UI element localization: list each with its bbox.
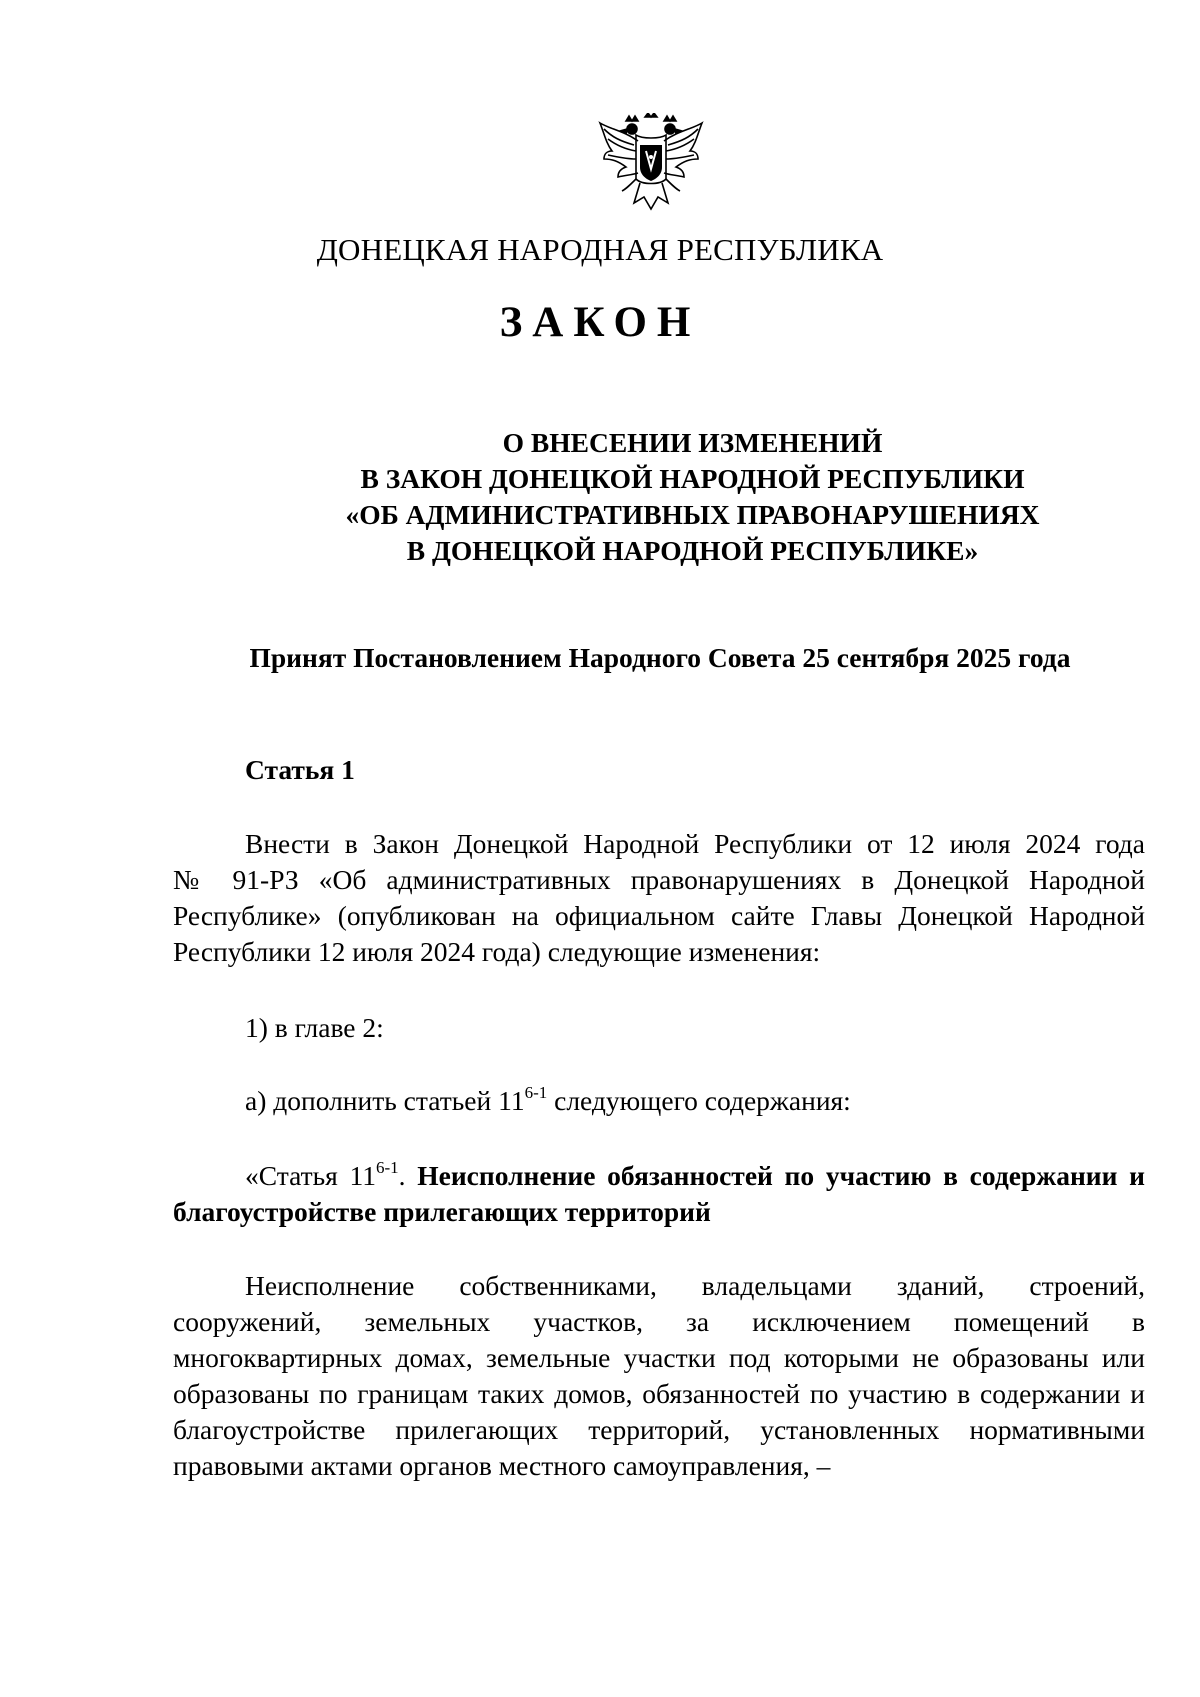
new-article-dot: . bbox=[398, 1160, 418, 1191]
paragraph-line: образованы по границам таких домов, обязанностей по участию в содержании и bbox=[173, 1378, 1145, 1409]
paragraph-line: Внести в Закон Донецкой Народной Республики от 12 июля 2024 года bbox=[245, 828, 1145, 859]
law-title bbox=[0, 425, 1200, 569]
new-article-title-continued: благоустройстве прилегающих территорий bbox=[173, 1196, 711, 1227]
superscript: 6-1 bbox=[524, 1082, 548, 1102]
paragraph-line: правовыми актами органов местного самоуправления, – bbox=[173, 1450, 831, 1481]
law-title-line: «ОБ АДМИНИСТРАТИВНЫХ ПРАВОНАРУШЕНИЯХ bbox=[345, 499, 1040, 530]
law-title-line: В ЗАКОН ДОНЕЦКОЙ НАРОДНОЙ РЕСПУБЛИКИ bbox=[360, 463, 1025, 494]
list-item-1 bbox=[173, 1010, 1145, 1046]
law-title-line: В ДОНЕЦКОЙ НАРОДНОЙ РЕСПУБЛИКЕ» bbox=[406, 535, 979, 566]
list-item-text bbox=[173, 1083, 1145, 1119]
article-intro bbox=[173, 826, 1145, 970]
item-a-text-end: следующего содержания: bbox=[547, 1085, 851, 1116]
paragraph-line: № 91-РЗ «Об административных правонарушениях в Донецкой Народной bbox=[173, 864, 1145, 895]
paragraph-line: благоустройстве прилегающих территорий, установленных нормативными bbox=[173, 1414, 1145, 1445]
list-item-text: 1) в главе 2: bbox=[245, 1012, 384, 1043]
republic-name: ДОНЕЦКАЯ НАРОДНАЯ РЕСПУБЛИКА bbox=[316, 232, 884, 267]
new-article-title: Неисполнение обязанностей по участию в содержании и bbox=[417, 1160, 1146, 1191]
superscript: 6-1 bbox=[375, 1157, 399, 1177]
paragraph-line: Неисполнение собственниками, владельцами зданий, строений, bbox=[245, 1270, 1145, 1301]
paragraph-line: Республики 12 июля 2024 года) следующие изменения: bbox=[173, 936, 821, 967]
list-item-a bbox=[173, 1083, 1145, 1119]
new-article-heading-line bbox=[173, 1158, 1145, 1194]
adoption-line: Принят Постановлением Народного Совета 25 сентября 2025 года bbox=[249, 642, 1071, 673]
item-a-text: а) дополнить статьей 11 bbox=[245, 1085, 525, 1116]
paragraph-line: многоквартирных домах, земельные участки под которыми не образованы или bbox=[173, 1342, 1145, 1373]
law-title-line: О ВНЕСЕНИИ ИЗМЕНЕНИЙ bbox=[502, 427, 883, 458]
new-article-number: «Статья 11 bbox=[245, 1160, 376, 1191]
new-article-heading bbox=[173, 1158, 1145, 1230]
paragraph-line: сооружений, земельных участков, за исключением помещений в bbox=[173, 1306, 1145, 1337]
paragraph-line: Республике» (опубликован на официальном сайте Главы Донецкой Народной bbox=[173, 900, 1145, 931]
document-type: ЗАКОН bbox=[499, 299, 701, 346]
coat-of-arms-icon bbox=[596, 113, 706, 213]
article-heading-text: Статья 1 bbox=[245, 754, 355, 785]
new-article-body bbox=[173, 1268, 1145, 1484]
article-heading bbox=[173, 752, 1145, 788]
